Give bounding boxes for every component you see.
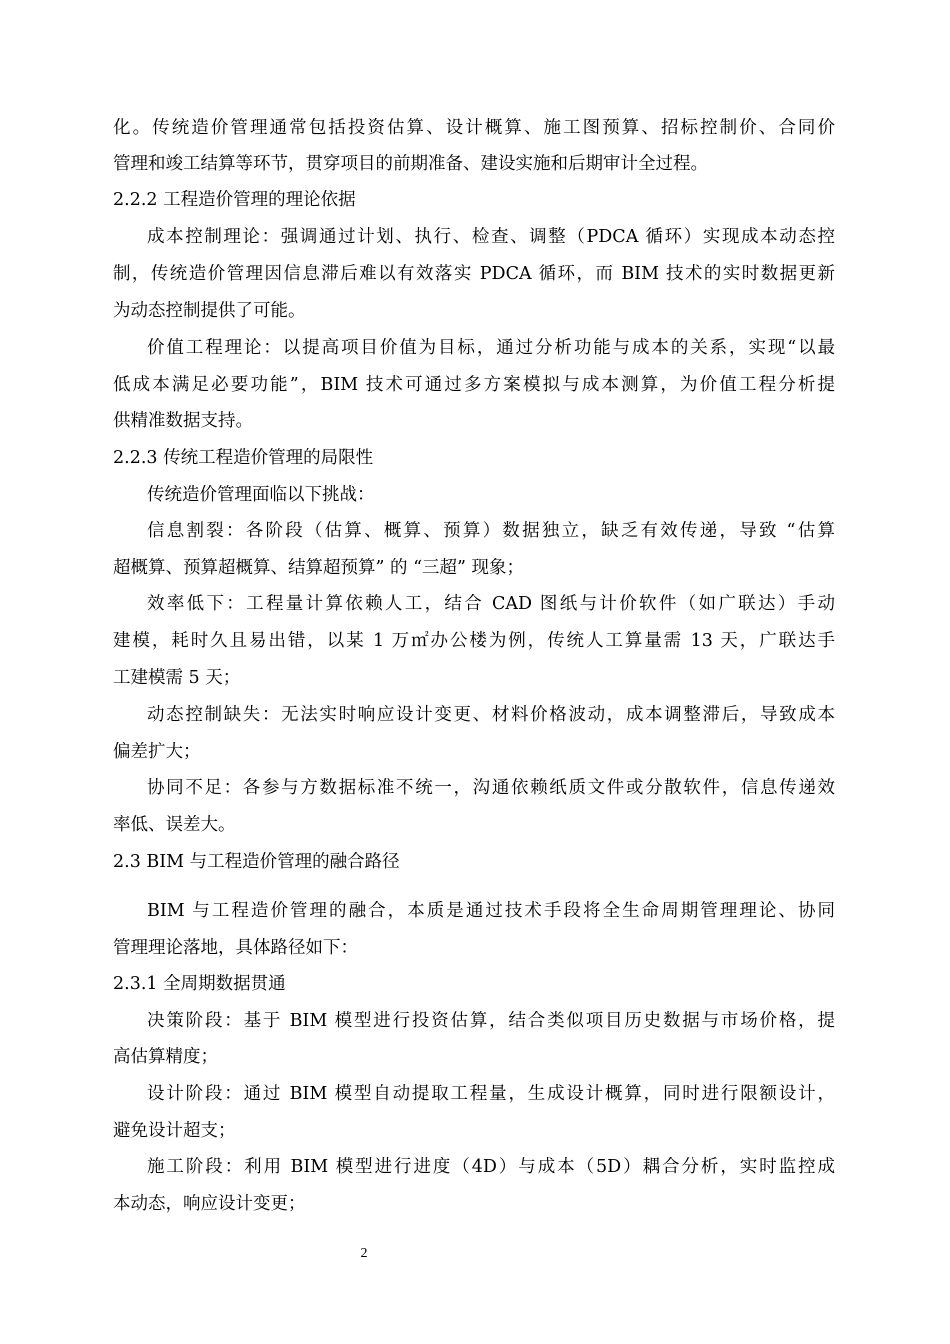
body-line: 本动态，响应设计变更； — [113, 1194, 306, 1214]
body-line: 设计阶段：通过 BIM 模型自动提取工程量，生成设计概算，同时进行限额设计， — [147, 1084, 835, 1104]
body-line: 决策阶段：基于 BIM 模型进行投资估算，结合类似项目历史数据与市场价格，提 — [147, 1011, 835, 1031]
body-line: 高估算精度； — [113, 1047, 218, 1067]
body-line: 为动态控制提供了可能。 — [113, 301, 306, 321]
body-line: 化。传统造价管理通常包括投资估算、设计概算、施工图预算、招标控制价、合同价 — [113, 118, 835, 138]
body-line: 管理理论落地，具体路径如下： — [113, 938, 358, 958]
body-line: 协同不足：各参与方数据标准不统一，沟通依赖纸质文件或分散软件，信息传递效 — [147, 778, 835, 798]
body-line: 效率低下：工程量计算依赖人工，结合 CAD 图纸与计价软件（如广联达）手动 — [147, 594, 835, 614]
body-line: 工建模需 5 天； — [113, 668, 241, 688]
body-line: 制，传统造价管理因信息滞后难以有效落实 PDCA 循环，而 BIM 技术的实时数据更新 — [113, 264, 835, 284]
body-line: 偏差扩大； — [113, 742, 201, 762]
body-line: 管理和竣工结算等环节，贯穿项目的前期准备、建设实施和后期审计全过程。 — [113, 154, 708, 174]
body-line: 成本控制理论：强调通过计划、执行、检查、调整（PDCA 循环）实现成本动态控 — [147, 227, 835, 247]
body-line: BIM 与工程造价管理的融合，本质是通过技术手段将全生命周期管理理论、协同 — [147, 901, 835, 921]
body-line: 避免设计超支； — [113, 1121, 236, 1141]
section-heading: 2.2.3 传统工程造价管理的局限性 — [113, 448, 374, 468]
section-heading: 2.3 BIM 与工程造价管理的融合路径 — [113, 852, 400, 872]
page-number: 2 — [360, 1246, 368, 1261]
body-line: 超概算、预算超概算、结算超预算” 的 “三超” 现象； — [113, 558, 525, 578]
body-line: 施工阶段：利用 BIM 模型进行进度（4D）与成本（5D）耦合分析，实时监控成 — [147, 1157, 835, 1177]
body-line: 信息割裂：各阶段（估算、概算、预算）数据独立，缺乏有效传递，导致 “估算 — [147, 521, 835, 541]
body-line: 动态控制缺失：无法实时响应设计变更、材料价格波动，成本调整滞后，导致成本 — [147, 705, 835, 725]
section-heading: 2.3.1 全周期数据贯通 — [113, 974, 286, 994]
body-line: 价值工程理论：以提高项目价值为目标，通过分析功能与成本的关系，实现“以最 — [147, 338, 835, 358]
body-line: 率低、误差大。 — [113, 815, 236, 835]
body-line: 低成本满足必要功能”，BIM 技术可通过多方案模拟与成本测算，为价值工程分析提 — [113, 375, 835, 395]
section-heading: 2.2.2 工程造价管理的理论依据 — [113, 190, 356, 210]
body-line: 传统造价管理面临以下挑战： — [147, 485, 375, 505]
body-line: 供精准数据支持。 — [113, 411, 253, 431]
body-line: 建模，耗时久且易出错，以某 1 万㎡办公楼为例，传统人工算量需 13 天，广联达手 — [113, 631, 835, 651]
